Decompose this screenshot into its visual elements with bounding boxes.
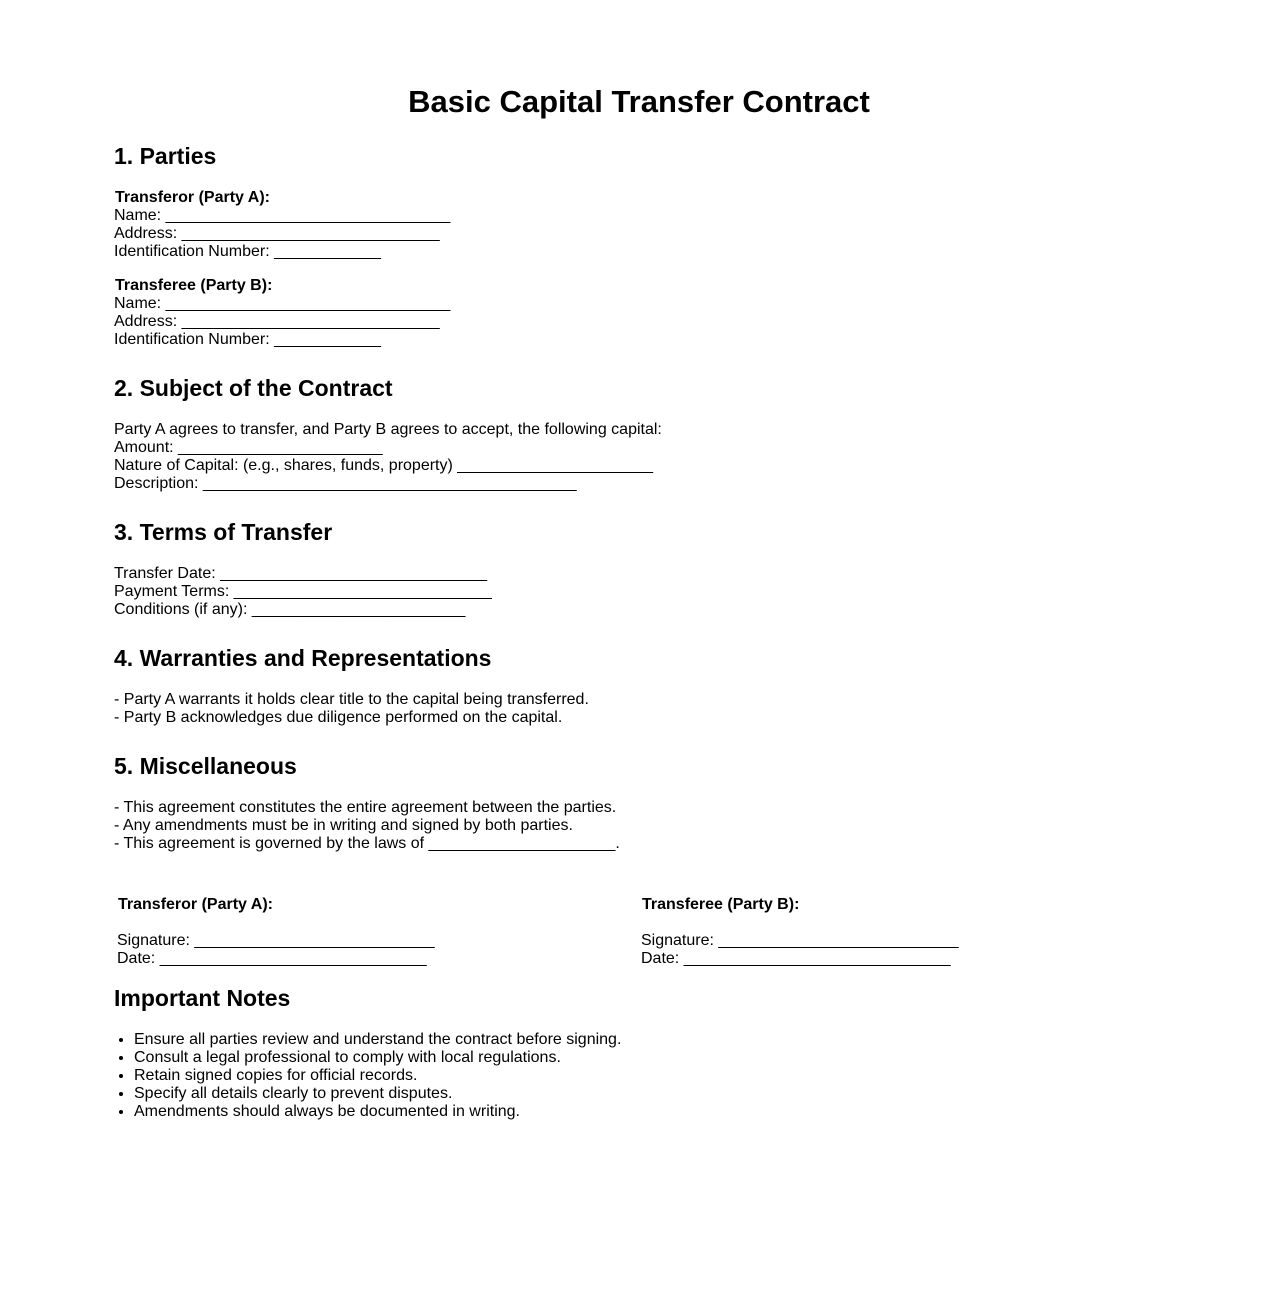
signature-party-b-date-field: Date: ______________________________ [641, 950, 951, 967]
payment-terms-field: Payment Terms: _____________________________ [114, 583, 492, 600]
misc-item: - This agreement constitutes the entire agreement between the parties. [114, 799, 617, 816]
warranty-item: - Party B acknowledges due diligence performed on the capital. [114, 709, 563, 726]
conditions-field: Conditions (if any): ________________________ [114, 601, 466, 618]
notes-list [114, 1031, 621, 1121]
subject-intro: Party A agrees to transfer, and Party B agrees to accept, the following capital: [114, 421, 662, 438]
warranty-item: - Party A warrants it holds clear title to the capital being transferred. [114, 691, 589, 708]
transferor-name-field: Name: ________________________________ [114, 207, 451, 224]
misc-item: - This agreement is governed by the laws of _____________________. [114, 835, 620, 852]
transferee-label: Transferee (Party B): [115, 277, 273, 294]
description-field: Description: __________________________________________ [114, 475, 577, 492]
section-heading-subject: 2. Subject of the Contract [114, 375, 393, 401]
list-item: • Consult a legal professional to comply with local regulations. [134, 1049, 621, 1067]
transferor-address-field: Address: _____________________________ [114, 225, 440, 242]
transferee-id-field: Identification Number: ____________ [114, 331, 381, 348]
nature-of-capital-field: Nature of Capital: (e.g., shares, funds, property) ______________________ [114, 457, 654, 474]
transfer-date-field: Transfer Date: ______________________________ [114, 565, 488, 582]
misc-item: - Any amendments must be in writing and signed by both parties. [114, 817, 573, 834]
list-item: • Specify all details clearly to prevent disputes. [134, 1085, 621, 1103]
section-heading-parties: 1. Parties [114, 143, 217, 169]
amount-field: Amount: _______________________ [114, 439, 383, 456]
transferee-name-field: Name: ________________________________ [114, 295, 451, 312]
section-heading-warranties: 4. Warranties and Representations [114, 645, 492, 671]
signature-party-a-label: Transferor (Party A): [118, 896, 273, 913]
section-heading-terms: 3. Terms of Transfer [114, 519, 333, 545]
section-heading-misc: 5. Miscellaneous [114, 753, 297, 779]
list-item: • Ensure all parties review and understand the contract before signing. [134, 1031, 621, 1049]
transferee-address-field: Address: _____________________________ [114, 313, 440, 330]
signature-party-a-field: Signature: ___________________________ [117, 932, 435, 949]
transferor-id-field: Identification Number: ____________ [114, 243, 381, 260]
signature-party-a-date-field: Date: ______________________________ [117, 950, 427, 967]
signature-party-b-field: Signature: ___________________________ [641, 932, 959, 949]
document-title: Basic Capital Transfer Contract [408, 84, 870, 119]
section-heading-notes: Important Notes [114, 985, 291, 1011]
list-item: • Retain signed copies for official records. [134, 1067, 621, 1085]
list-item: • Amendments should always be documented in writing. [134, 1103, 621, 1121]
signature-party-b-label: Transferee (Party B): [642, 896, 800, 913]
transferor-label: Transferor (Party A): [115, 189, 270, 206]
